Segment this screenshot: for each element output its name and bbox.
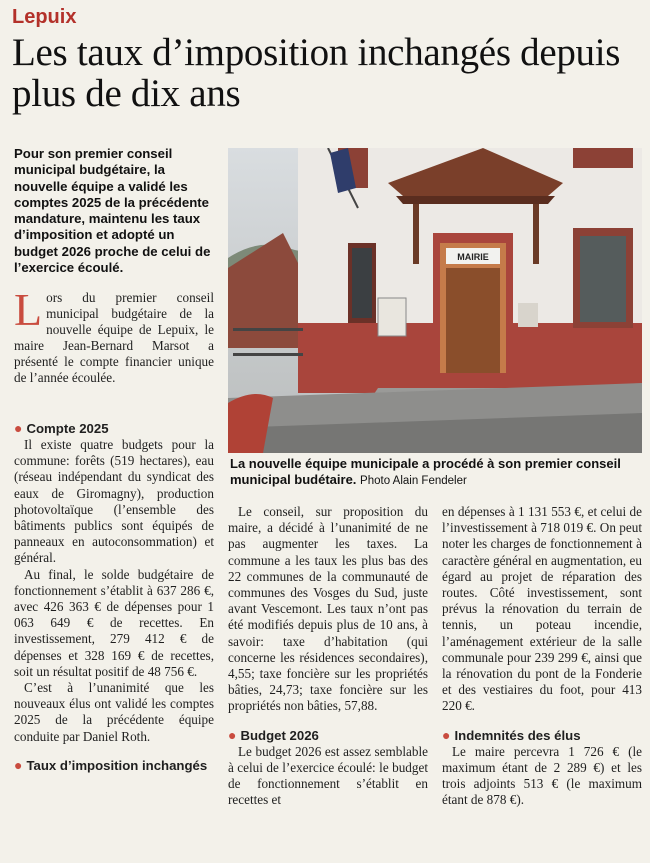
compte-p2: Au final, le solde budgétaire de fonctionnement s’établit à 637 286 €, avec 426 363 € de dépenses pour 1 063 649 € de recettes. En investissement, 279 412 € de dépenses et 328 169 € de recettes, soit un résultat positif de 48 756 €. xyxy=(14,566,214,679)
subhead-compte: ● Compte 2025 xyxy=(14,420,109,436)
bullet-icon: ● xyxy=(228,726,237,743)
town-hall-illustration xyxy=(228,148,642,453)
budget-p1: Le budget 2026 est assez semblable à celui de l’exercice écoulé: le budget de fonctionnement s’établit en recettes et xyxy=(228,743,428,808)
photo-credit: Photo Alain Fendeler xyxy=(360,475,467,487)
compte-p3: C’est à l’unanimité que les nouveaux élus ont validé les comptes 2025 de la précédente équipe conduite par Daniel Roth. xyxy=(14,680,214,744)
bullet-icon: ● xyxy=(14,756,23,773)
bullet-icon: ● xyxy=(442,726,451,743)
column-3 xyxy=(442,504,642,808)
column-1 xyxy=(14,420,214,774)
town-hall-photo xyxy=(228,148,642,453)
bullet-icon: ● xyxy=(14,420,23,436)
intro-text: ors du premier conseil municipal budgétaire de la nouvelle équipe de Lepuix, le maire Jean-Bernard Marsot a présenté le compte financier unique de l’année écoulée. xyxy=(14,290,214,386)
column-2 xyxy=(228,504,428,808)
photo-caption: La nouvelle équipe municipale a procédé à son premier conseil municipal budétaire. Photo Alain Fendeler xyxy=(230,456,621,487)
budget-p2: en dépenses à 1 131 553 €, et celui de l’investissement à 718 019 €. On peut noter les charges de fonctionnement à caractère général en augmentation, eu égard au projet de réparation des routes. Côté investissement, sont prévus la rénovation du terrain de tennis, un poteau incendie, l’aménagement extérieur de la salle communale pour 239 299 €, ainsi que la rénovation du pont de la Fonderie et des vestiaires du foot, pour 413 220 €. xyxy=(442,504,642,714)
taux-p1: Le conseil, sur proposition du maire, a décidé à l’unanimité de ne pas augmenter les taxes. La commune a les taux les plus bas des 22 communes de la communauté de communes des Vosges du Sud, juste avant Vescemont. Les taux n’ont pas été modifiés depuis plus de 10 ans, à savoir: taxe d’habitation (qui concerne les résidences secondaires), 4,55; taxe foncière sur les propriétés bâties, 24,73; taxe foncière sur les propriétés non bâties, 57,88. xyxy=(228,504,428,714)
subhead-taux: ● Taux d’imposition inchangés xyxy=(14,756,208,773)
indemnites-p1: Le maire percevra 1 726 € (le maximum étant de 2 289 €) et les trois adjoints 513 € (le maximum étant de 878 €). xyxy=(442,743,642,808)
intro-paragraph xyxy=(14,284,214,387)
headline: Les taux d’imposition inchangés depuis plus de dix ans xyxy=(12,31,621,115)
mairie-sign: MAIRIE xyxy=(457,252,489,262)
subhead-indemnites: ● Indemnités des élus xyxy=(442,726,581,743)
section-kicker: Lepuix xyxy=(12,6,77,28)
subhead-budget: ● Budget 2026 xyxy=(228,726,319,743)
lead-paragraph: Pour son premier conseil municipal budgétaire, la nouvelle équipe a validé les comptes 2025 de la précédente mandature, maintenu les taux d’imposition et adopté un budget 2026 proche de celui de l’exercice écoulé. xyxy=(14,146,211,276)
compte-p1: Il existe quatre budgets pour la commune: forêts (519 hectares), eau (réseau indépendant du syndicat des eaux de Giromagny), production photovoltaïque (l’ensemble des bâtiments publics sont équipés de panneaux en autoconsommation) et général. xyxy=(14,437,214,566)
drop-cap: L xyxy=(14,284,43,335)
